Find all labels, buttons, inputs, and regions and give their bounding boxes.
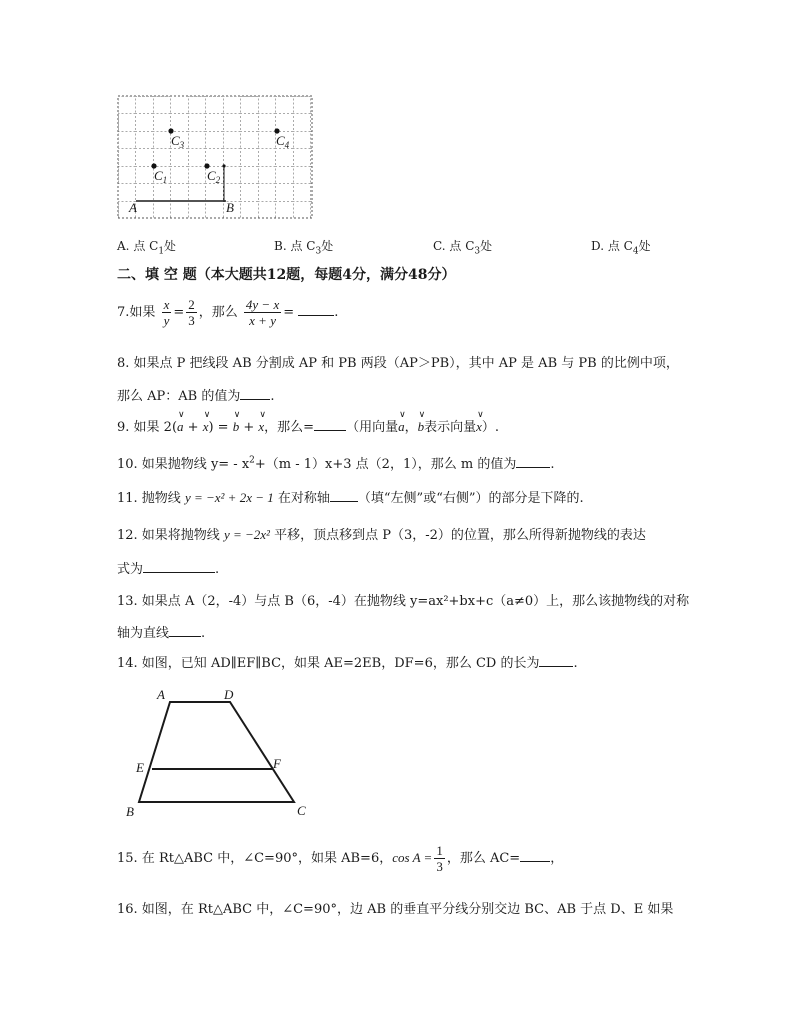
answer-blank-12[interactable] <box>143 572 215 573</box>
answer-blank-8[interactable] <box>240 399 270 400</box>
answer-blank-9[interactable] <box>314 430 346 431</box>
answer-blank-11[interactable] <box>330 501 358 502</box>
option-d[interactable]: D. 点 $C_4$处 <box>591 239 651 257</box>
section-title: 二、填 空 题（本大题共12题，每题4分，满分48分） <box>117 267 456 283</box>
question-13-line2: 轴为直线 . <box>117 626 206 641</box>
question-8-line1: 8. 如果点 P 把线段 AB 分割成 AP 和 PB 两段（AP＞PB），其中 AP 是 AB 与 PB 的比例中项， <box>117 356 679 371</box>
option-a[interactable]: A. 点 $C_1$处 <box>117 239 177 257</box>
question-13-line1: 13. 如果点 A（2，-4）与点 B（6，-4）在抛物线 y=ax²+bx+c（a≠0）上，那么该抛物线的对称 <box>117 594 690 609</box>
svg-text:C1: $C_1$ <box>154 168 168 185</box>
svg-text:A: A <box>157 687 165 702</box>
question-15: 15. 在 Rt△ABC 中，∠C=90°，如果 AB=6，cos A = $\frac{1}{3}$ ，那么 AC= ， <box>117 843 564 874</box>
question-7: 7.如果 $\frac{x}{y}$ = $\frac{2}{3}$ ，那么 $\frac{4y - x}{x + y}$ = . <box>117 297 339 328</box>
svg-text:C4: $C_4$ <box>276 133 290 150</box>
svg-text:D: D <box>224 687 234 702</box>
question-12-line1: 12. 如果将抛物线 y = −2x² 平移，顶点移到点 P（3，-2）的位置，那么所得新抛物线的表达 <box>117 527 646 543</box>
svg-text:E: E <box>136 760 144 775</box>
svg-text:F: F <box>273 756 281 771</box>
fraction-x-over-y: $\frac{x}{y}$ <box>163 297 170 328</box>
answer-blank-13[interactable] <box>169 636 201 637</box>
option-b[interactable]: B. 点 $C_3$处 <box>274 239 334 257</box>
question-9: 9. 如果 2(∨ a + ∨ x) = ∨ b + ∨ x，那么= （用向量∨ a，∨ b表示向量∨ x）. <box>117 416 499 435</box>
answer-blank-10[interactable] <box>516 467 550 468</box>
svg-text:A: A <box>129 200 137 215</box>
answer-blank-14[interactable] <box>539 666 573 667</box>
svg-text:B: B <box>126 804 134 819</box>
svg-text:C2: $C_2$ <box>207 168 221 185</box>
question-16: 16. 如图，在 Rt△ABC 中，∠C=90°，边 AB 的垂直平分线分别交边 BC、AB 于点 D、E 如果 <box>117 902 674 917</box>
question-8-line2: 那么 AP：AB 的值为 . <box>117 389 275 404</box>
grid-figure <box>116 94 316 222</box>
svg-text:C: C <box>297 803 306 818</box>
svg-text:C3: $C_3$ <box>171 133 185 150</box>
question-11: 11. 抛物线 y = −x² + 2x − 1 在对称轴 （填“左侧”或“右侧”）的部分是下降的. <box>117 490 584 506</box>
question-14: 14. 如图，已知 AD∥EF∥BC，如果 AE=2EB，DF=6，那么 CD 的长为 . <box>117 656 578 671</box>
trapezoid-figure <box>122 682 322 822</box>
answer-blank-15[interactable] <box>520 861 550 862</box>
question-10: 10. 如果抛物线 $y= - x^2+(m - 1)x+3$ 点（2，1），那么 m 的值为 . <box>117 455 555 472</box>
answer-blank-7[interactable] <box>298 315 334 316</box>
option-c[interactable]: C. 点 $C_3$处 <box>433 239 493 257</box>
question-12-line2: 式为 . <box>117 562 220 577</box>
svg-text:B: B <box>226 200 234 215</box>
